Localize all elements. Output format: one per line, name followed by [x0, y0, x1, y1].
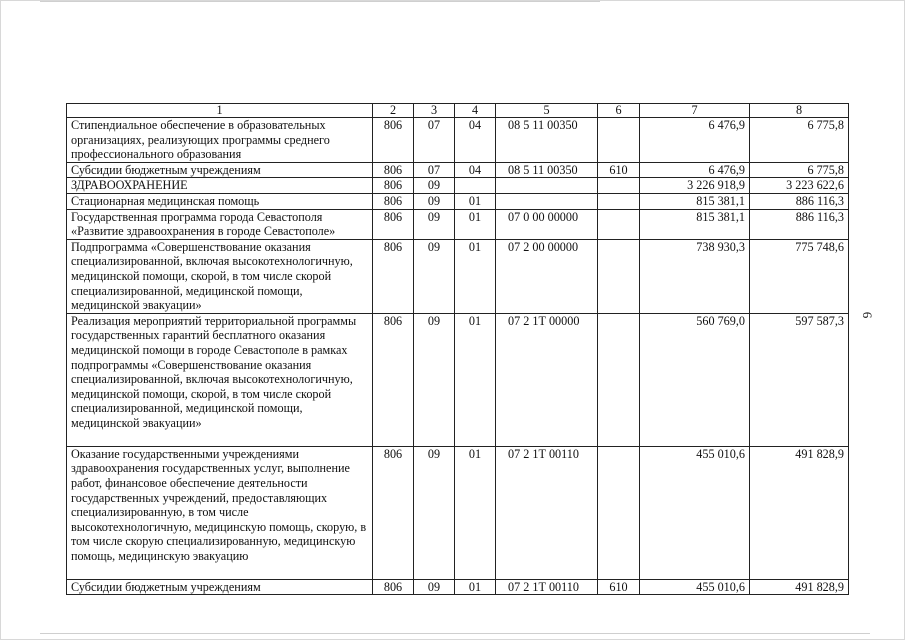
row-pr — [455, 178, 496, 194]
row-ved: 806 — [373, 313, 414, 446]
row-csr: 08 5 11 00350 — [496, 118, 598, 163]
column-header: 2 — [373, 104, 414, 118]
row-pr: 01 — [455, 209, 496, 239]
row-name: Стационарная медицинская помощь — [67, 193, 373, 209]
row-vr — [598, 209, 640, 239]
row-name: Субсидии бюджетным учреждениям — [67, 162, 373, 178]
row-sum-2: 6 775,8 — [750, 118, 849, 163]
row-ved: 806 — [373, 579, 414, 595]
row-sum-2: 491 828,9 — [750, 446, 849, 579]
table-row — [67, 579, 849, 595]
table-row — [67, 239, 849, 313]
row-sum-1: 815 381,1 — [640, 209, 750, 239]
row-rz: 09 — [414, 209, 455, 239]
column-header: 7 — [640, 104, 750, 118]
row-rz: 09 — [414, 313, 455, 446]
table-row — [67, 178, 849, 194]
row-pr: 01 — [455, 446, 496, 579]
row-sum-1: 738 930,3 — [640, 239, 750, 313]
row-vr — [598, 313, 640, 446]
row-sum-1: 6 476,9 — [640, 118, 750, 163]
row-rz: 09 — [414, 446, 455, 579]
row-rz: 09 — [414, 239, 455, 313]
row-sum-1: 6 476,9 — [640, 162, 750, 178]
table-row — [67, 193, 849, 209]
row-vr — [598, 193, 640, 209]
page-number: 6 — [860, 311, 875, 319]
row-rz: 09 — [414, 579, 455, 595]
row-sum-1: 3 226 918,9 — [640, 178, 750, 194]
row-vr — [598, 178, 640, 194]
row-sum-2: 886 116,3 — [750, 193, 849, 209]
row-vr — [598, 239, 640, 313]
row-sum-2: 6 775,8 — [750, 162, 849, 178]
row-name: Оказание государственными учреждениями здравоохранения государственных услуг, выполнение работ, финансовое обеспечение деятельности государственных учреждений, предоставляющих специализированную, в том числе высокотехнологичную, медицинскую помощь, скорую, в том числе скорую специализированную, медицинскую помощь, медицинскую эвакуацию — [67, 446, 373, 579]
table-row — [67, 209, 849, 239]
row-pr: 04 — [455, 118, 496, 163]
row-rz: 07 — [414, 118, 455, 163]
table-row — [67, 118, 849, 163]
row-pr: 01 — [455, 193, 496, 209]
row-ved: 806 — [373, 446, 414, 579]
row-csr — [496, 193, 598, 209]
column-header: 5 — [496, 104, 598, 118]
row-rz: 09 — [414, 193, 455, 209]
row-sum-1: 560 769,0 — [640, 313, 750, 446]
row-name: Государственная программа города Севастополя «Развитие здравоохранения в городе Севастополе» — [67, 209, 373, 239]
row-sum-2: 597 587,3 — [750, 313, 849, 446]
row-rz: 09 — [414, 178, 455, 194]
table-row — [67, 446, 849, 579]
row-name: Подпрограмма «Совершенствование оказания специализированной, включая высокотехнологичную, медицинской помощи, скорой, в том числе скорой специализированной, медицинской помощи, медицинской эвакуации» — [67, 239, 373, 313]
table-row — [67, 162, 849, 178]
row-ved: 806 — [373, 239, 414, 313]
row-sum-2: 3 223 622,6 — [750, 178, 849, 194]
row-ved: 806 — [373, 209, 414, 239]
row-csr: 07 2 1Т 00110 — [496, 579, 598, 595]
scan-artifact-line — [40, 633, 870, 634]
row-csr: 07 2 1Т 00000 — [496, 313, 598, 446]
row-ved: 806 — [373, 118, 414, 163]
row-ved: 806 — [373, 193, 414, 209]
row-ved: 806 — [373, 178, 414, 194]
row-csr: 07 2 00 00000 — [496, 239, 598, 313]
row-pr: 01 — [455, 579, 496, 595]
table-header-row — [67, 104, 849, 118]
row-name: Субсидии бюджетным учреждениям — [67, 579, 373, 595]
row-csr — [496, 178, 598, 194]
column-header: 8 — [750, 104, 849, 118]
row-pr: 04 — [455, 162, 496, 178]
column-header: 1 — [67, 104, 373, 118]
scan-artifact-line — [40, 1, 600, 2]
column-header: 6 — [598, 104, 640, 118]
row-ved: 806 — [373, 162, 414, 178]
row-vr — [598, 446, 640, 579]
row-pr: 01 — [455, 239, 496, 313]
column-header: 3 — [414, 104, 455, 118]
row-vr: 610 — [598, 579, 640, 595]
row-sum-2: 775 748,6 — [750, 239, 849, 313]
column-header: 4 — [455, 104, 496, 118]
row-csr: 08 5 11 00350 — [496, 162, 598, 178]
row-name: Реализация мероприятий территориальной программы государственных гарантий бесплатного оказания медицинской помощи в городе Севастополе в рамках подпрограммы «Совершенствование оказания специализированной, включая высокотехнологичную, медицинской помощи, скорой, в том числе скорой специализированной, медицинской помощи, медицинской эвакуации» — [67, 313, 373, 446]
row-rz: 07 — [414, 162, 455, 178]
row-vr: 610 — [598, 162, 640, 178]
row-name: Стипендиальное обеспечение в образовательных организациях, реализующих программы среднего профессионального образования — [67, 118, 373, 163]
row-csr: 07 0 00 00000 — [496, 209, 598, 239]
row-name: ЗДРАВООХРАНЕНИЕ — [67, 178, 373, 194]
row-sum-2: 886 116,3 — [750, 209, 849, 239]
table-row — [67, 313, 849, 446]
row-csr: 07 2 1Т 00110 — [496, 446, 598, 579]
row-sum-1: 815 381,1 — [640, 193, 750, 209]
row-vr — [598, 118, 640, 163]
row-sum-1: 455 010,6 — [640, 579, 750, 595]
row-sum-1: 455 010,6 — [640, 446, 750, 579]
budget-table — [66, 103, 849, 595]
row-pr: 01 — [455, 313, 496, 446]
row-sum-2: 491 828,9 — [750, 579, 849, 595]
